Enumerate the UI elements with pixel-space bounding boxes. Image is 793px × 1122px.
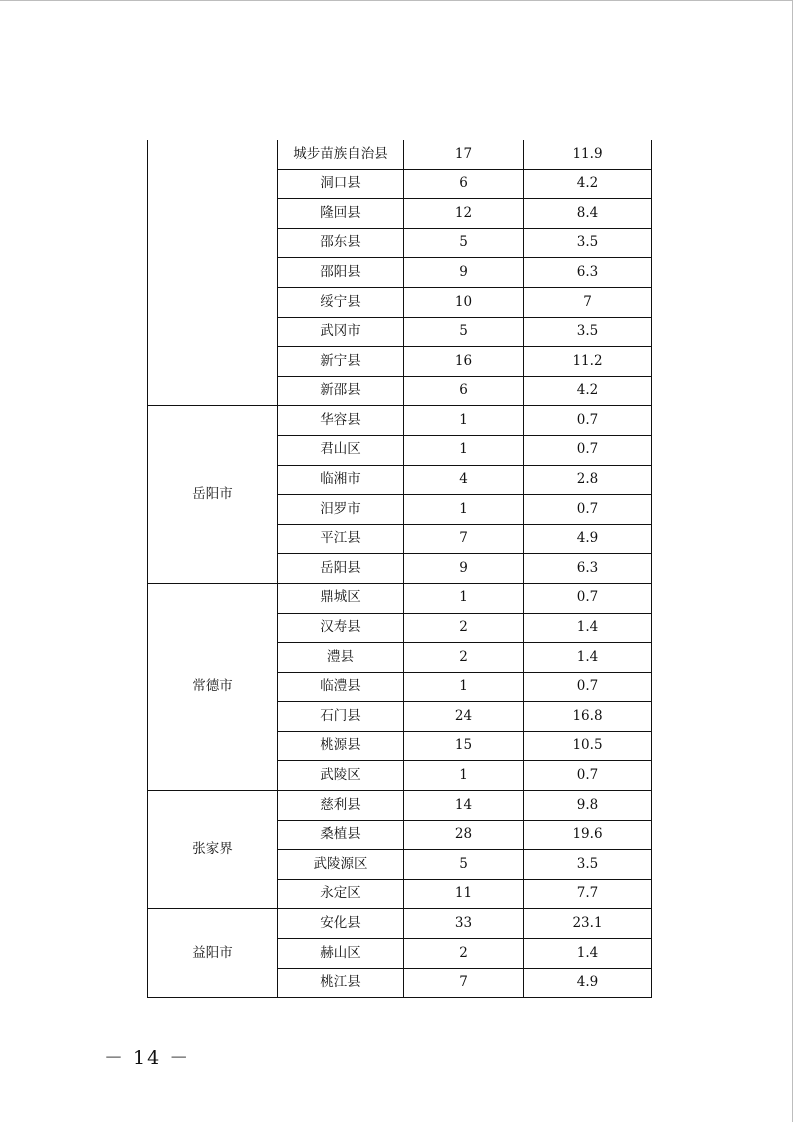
count-cell: 28 bbox=[404, 820, 524, 850]
count-cell: 12 bbox=[404, 199, 524, 229]
count-cell: 7 bbox=[404, 524, 524, 554]
count-cell: 16 bbox=[404, 347, 524, 377]
amount-cell: 11.2 bbox=[524, 347, 652, 377]
amount-cell: 3.5 bbox=[524, 850, 652, 880]
amount-cell: 0.7 bbox=[524, 672, 652, 702]
count-cell: 10 bbox=[404, 287, 524, 317]
amount-cell: 23.1 bbox=[524, 909, 652, 939]
count-cell: 2 bbox=[404, 643, 524, 673]
county-cell: 汨罗市 bbox=[278, 495, 404, 525]
table-row bbox=[148, 583, 652, 613]
amount-cell: 11.9 bbox=[524, 140, 652, 169]
amount-cell: 8.4 bbox=[524, 199, 652, 229]
amount-cell: 4.2 bbox=[524, 376, 652, 406]
county-cell: 城步苗族自治县 bbox=[278, 140, 404, 169]
allocation-table-body bbox=[148, 140, 652, 998]
county-cell: 武冈市 bbox=[278, 317, 404, 347]
count-cell: 2 bbox=[404, 613, 524, 643]
count-cell: 4 bbox=[404, 465, 524, 495]
county-cell: 新宁县 bbox=[278, 347, 404, 377]
amount-cell: 3.5 bbox=[524, 228, 652, 258]
count-cell: 5 bbox=[404, 850, 524, 880]
county-cell: 桑植县 bbox=[278, 820, 404, 850]
city-cell: 岳阳市 bbox=[148, 406, 278, 584]
amount-cell: 3.5 bbox=[524, 317, 652, 347]
amount-cell: 10.5 bbox=[524, 731, 652, 761]
county-cell: 安化县 bbox=[278, 909, 404, 939]
county-cell: 平江县 bbox=[278, 524, 404, 554]
amount-cell: 1.4 bbox=[524, 939, 652, 969]
amount-cell: 4.9 bbox=[524, 968, 652, 998]
count-cell: 24 bbox=[404, 702, 524, 732]
count-cell: 6 bbox=[404, 169, 524, 199]
amount-cell: 0.7 bbox=[524, 583, 652, 613]
amount-cell: 0.7 bbox=[524, 406, 652, 436]
amount-cell: 1.4 bbox=[524, 643, 652, 673]
count-cell: 33 bbox=[404, 909, 524, 939]
county-cell: 临湘市 bbox=[278, 465, 404, 495]
county-cell: 桃源县 bbox=[278, 731, 404, 761]
table-row bbox=[148, 909, 652, 939]
county-cell: 华容县 bbox=[278, 406, 404, 436]
county-cell: 临澧县 bbox=[278, 672, 404, 702]
county-cell: 新邵县 bbox=[278, 376, 404, 406]
count-cell: 5 bbox=[404, 228, 524, 258]
count-cell: 1 bbox=[404, 406, 524, 436]
count-cell: 1 bbox=[404, 761, 524, 791]
city-cell: 常德市 bbox=[148, 583, 278, 790]
county-cell: 邵阳县 bbox=[278, 258, 404, 288]
table-row bbox=[148, 140, 652, 169]
count-cell: 2 bbox=[404, 939, 524, 969]
count-cell: 7 bbox=[404, 968, 524, 998]
county-cell: 洞口县 bbox=[278, 169, 404, 199]
page-number: － 14 － bbox=[104, 1047, 191, 1069]
county-cell: 石门县 bbox=[278, 702, 404, 732]
county-cell: 隆回县 bbox=[278, 199, 404, 229]
count-cell: 9 bbox=[404, 554, 524, 584]
amount-cell: 19.6 bbox=[524, 820, 652, 850]
county-cell: 武陵源区 bbox=[278, 850, 404, 880]
county-cell: 鼎城区 bbox=[278, 583, 404, 613]
table-row bbox=[148, 791, 652, 821]
amount-cell: 16.8 bbox=[524, 702, 652, 732]
count-cell: 1 bbox=[404, 435, 524, 465]
city-cell bbox=[148, 140, 278, 406]
count-cell: 14 bbox=[404, 791, 524, 821]
count-cell: 1 bbox=[404, 583, 524, 613]
amount-cell: 0.7 bbox=[524, 435, 652, 465]
page-edge-top bbox=[0, 0, 793, 1]
amount-cell: 0.7 bbox=[524, 495, 652, 525]
county-cell: 邵东县 bbox=[278, 228, 404, 258]
amount-cell: 7 bbox=[524, 287, 652, 317]
amount-cell: 7.7 bbox=[524, 879, 652, 909]
county-cell: 绥宁县 bbox=[278, 287, 404, 317]
county-cell: 岳阳县 bbox=[278, 554, 404, 584]
count-cell: 1 bbox=[404, 672, 524, 702]
table-row bbox=[148, 406, 652, 436]
county-cell: 慈利县 bbox=[278, 791, 404, 821]
county-cell: 永定区 bbox=[278, 879, 404, 909]
county-cell: 汉寿县 bbox=[278, 613, 404, 643]
count-cell: 1 bbox=[404, 495, 524, 525]
count-cell: 9 bbox=[404, 258, 524, 288]
amount-cell: 6.3 bbox=[524, 258, 652, 288]
amount-cell: 1.4 bbox=[524, 613, 652, 643]
amount-cell: 4.9 bbox=[524, 524, 652, 554]
amount-cell: 9.8 bbox=[524, 791, 652, 821]
amount-cell: 4.2 bbox=[524, 169, 652, 199]
county-cell: 桃江县 bbox=[278, 968, 404, 998]
count-cell: 17 bbox=[404, 140, 524, 169]
count-cell: 5 bbox=[404, 317, 524, 347]
county-cell: 澧县 bbox=[278, 643, 404, 673]
count-cell: 6 bbox=[404, 376, 524, 406]
count-cell: 11 bbox=[404, 879, 524, 909]
city-cell: 张家界 bbox=[148, 791, 278, 909]
city-cell: 益阳市 bbox=[148, 909, 278, 998]
county-cell: 君山区 bbox=[278, 435, 404, 465]
amount-cell: 2.8 bbox=[524, 465, 652, 495]
county-cell: 武陵区 bbox=[278, 761, 404, 791]
county-cell: 赫山区 bbox=[278, 939, 404, 969]
allocation-table bbox=[147, 140, 652, 998]
amount-cell: 0.7 bbox=[524, 761, 652, 791]
amount-cell: 6.3 bbox=[524, 554, 652, 584]
count-cell: 15 bbox=[404, 731, 524, 761]
